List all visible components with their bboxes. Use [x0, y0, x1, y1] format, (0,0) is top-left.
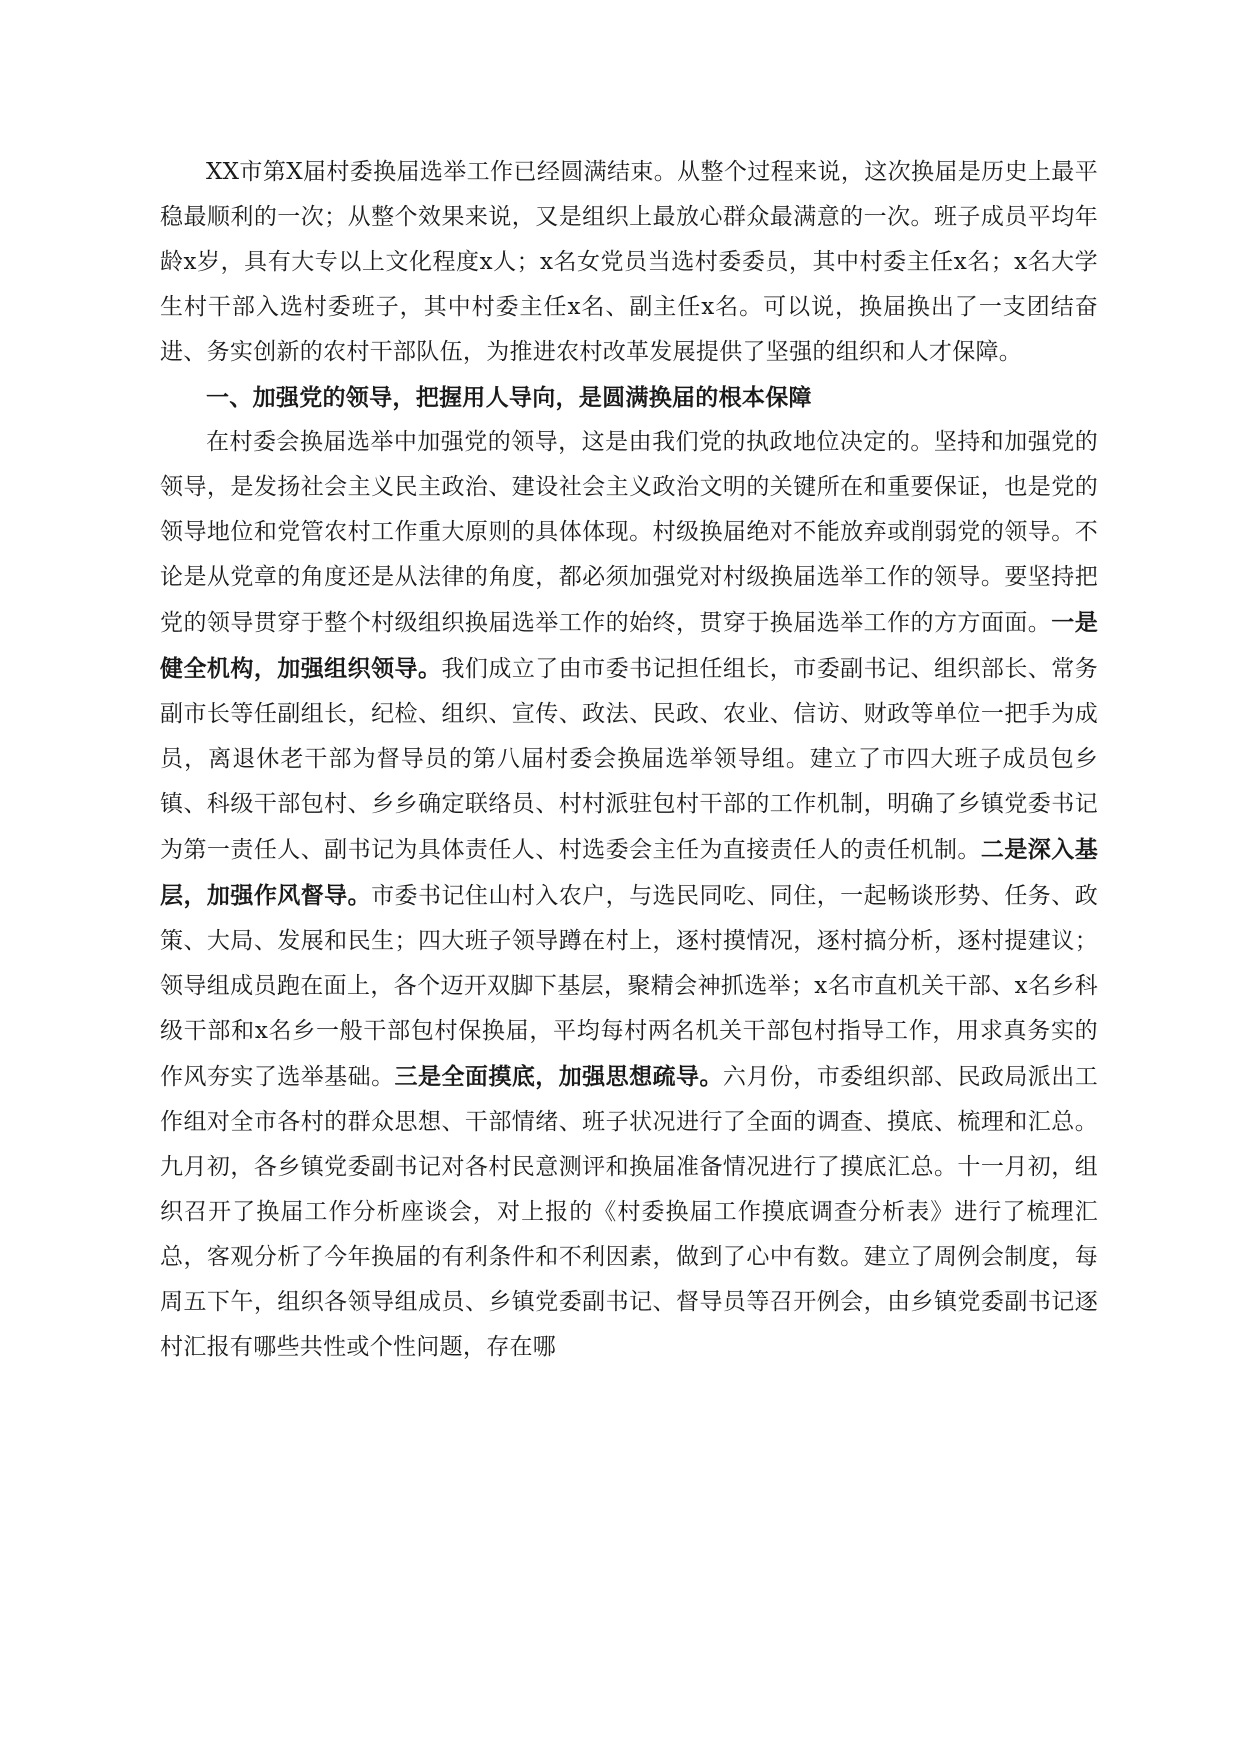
section-body-paragraph — [160, 420, 1098, 1370]
section-intro-text: 在村委会换届选举中加强党的领导，这是由我们党的执政地位决定的。坚持和加强党的领导，是发扬社会主义民主政治、建设社会主义政治文明的关键所在和重要保证，也是党的领导地位和党管农村工作重大原则的具体体现。村级换届绝对不能放弃或削弱党的领导。不论是从党章的角度还是从法律的角度，都必须加强党对村级换届选举工作的领导。要坚持把党的领导贯穿于整个村级组织换届选举工作的始终，贯穿于换届选举工作的方方面面。 — [160, 429, 1098, 636]
point-two-text: 市委书记住山村入农户，与选民同吃、同住，一起畅谈形势、任务、政策、大局、发展和民生；四大班子领导蹲在村上，逐村摸情况，逐村搞分析，逐村提建议；领导组成员跑在面上，各个迈开双脚下基层，聚精会神抓选举；x名市直机关干部、x名乡科级干部和x名乡一般干部包村保换届，平均每村两名机关干部包村指导工作，用求真务实的作风夯实了选举基础。 — [160, 883, 1098, 1090]
point-three-title: 三是全面摸底，加强思想疏导。 — [394, 1063, 723, 1090]
point-one-title: 一是健全机构，加强组织领导。 — [160, 609, 1098, 682]
point-two-title: 二是深入基层，加强作风督导。 — [160, 836, 1099, 909]
section-heading: 一、加强党的领导，把握用人导向，是圆满换届的根本保障 — [206, 384, 812, 411]
document-page — [160, 150, 1098, 1370]
point-one-text: 我们成立了由市委书记担任组长，市委副书记、组织部长、常务副市长等任副组长，纪检、组织、宣传、政法、民政、农业、信访、财政等单位一把手为成员，离退休老干部为督导员的第八届村委会换届选举领导组。建立了市四大班子成员包乡镇、科级干部包村、乡乡确定联络员、村村派驻包村干部的工作机制，明确了乡镇党委书记为第一责任人、副书记为具体责任人、村选委会主任为直接责任人的责任机制。 — [160, 656, 1098, 863]
point-three-text: 六月份，市委组织部、民政局派出工作组对全市各村的群众思想、干部情绪、班子状况进行了全面的调查、摸底、梳理和汇总。九月初，各乡镇党委副书记对各村民意测评和换届准备情况进行了摸底汇总。十一月初，组织召开了换届工作分析座谈会，对上报的《村委换届工作摸底调查分析表》进行了梳理汇总，客观分析了今年换届的有利条件和不利因素，做到了心中有数。建立了周例会制度，每周五下午，组织各领导组成员、乡镇党委副书记、督导员等召开例会，由乡镇党委副书记逐村汇报有哪些共性或个性问题，存在哪 — [160, 1064, 1099, 1360]
intro-paragraph: XX市第X届村委换届选举工作已经圆满结束。从整个过程来说，这次换届是历史上最平稳最顺利的一次；从整个效果来说，又是组织上最放心群众最满意的一次。班子成员平均年龄x岁，具有大专以上文化程度x人；x名女党员当选村委委员，其中村委主任x名；x名大学生村干部入选村委班子，其中村委主任x名、副主任x名。可以说，换届换出了一支团结奋进、务实创新的农村干部队伍，为推进农村改革发展提供了坚强的组织和人才保障。 — [160, 159, 1098, 365]
